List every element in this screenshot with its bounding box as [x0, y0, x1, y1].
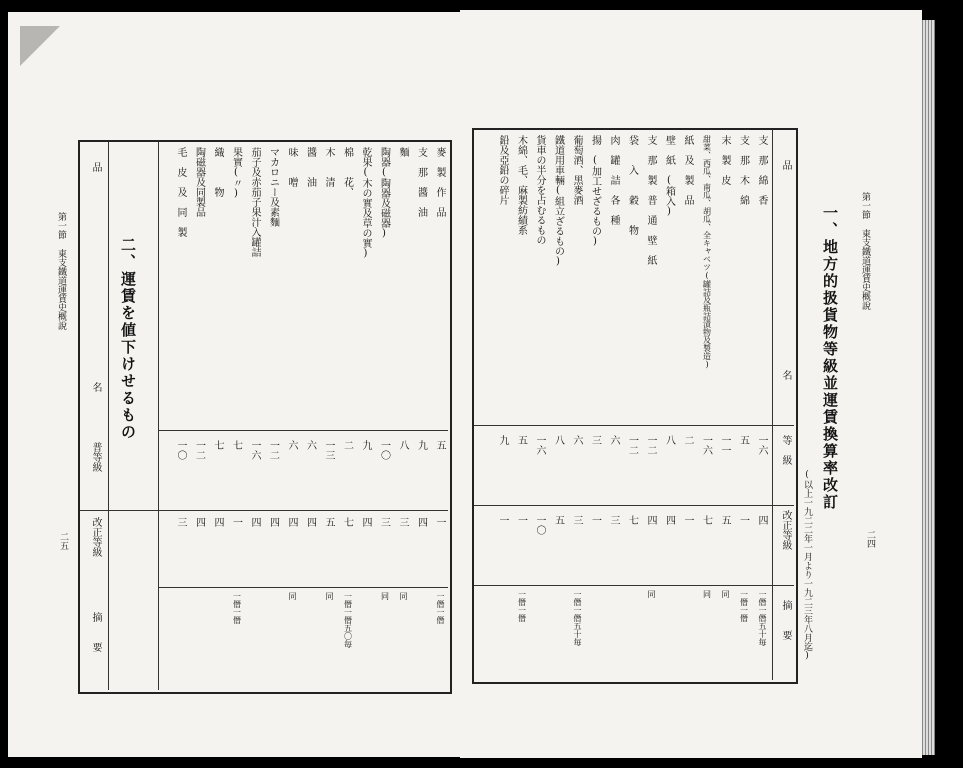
header-revised: 改正等級 — [780, 510, 791, 550]
row-revised: 一 — [230, 517, 242, 527]
row-grade: 六 — [304, 440, 316, 450]
running-head: 第一節 東支鐵道運賃史概說 — [860, 192, 870, 310]
header-name: 名 — [780, 370, 791, 380]
row-name: 醬 油 — [304, 147, 316, 187]
row-revised: 七 — [341, 517, 353, 527]
row-grade: 八 — [663, 435, 675, 445]
row-name: マカロニー及素麵 — [267, 147, 279, 227]
row-grade: 一六 — [249, 440, 260, 460]
row-name: 末 製 皮 — [719, 135, 730, 185]
row-grade: 六 — [286, 440, 297, 450]
row-grade: 一三 — [323, 440, 334, 460]
left-page — [8, 12, 463, 757]
row-grade: 一二 — [267, 440, 279, 460]
row-grade: 五 — [737, 435, 749, 445]
row-grade: 九 — [415, 440, 427, 450]
row-grade: 二 — [682, 435, 693, 445]
row-name: 支 那 醬 油 — [415, 147, 427, 217]
row-revised: 一 — [497, 515, 508, 525]
row-name: 支 那 綿 香 — [756, 135, 767, 205]
running-head: 第一節 東支鐵道運賃史概說 — [56, 212, 66, 330]
row-grade: 一一 — [719, 435, 730, 455]
row-revised: 四 — [304, 517, 316, 527]
row-grade: 六 — [571, 435, 582, 445]
row-revised: 七 — [626, 515, 638, 525]
row-grade: 八 — [552, 435, 564, 445]
row-name: 鉛及亞鉛の碎片 — [497, 135, 508, 205]
header-revised: 改正等級 — [90, 517, 101, 557]
row-grade: 一〇 — [175, 440, 186, 460]
row-remark: 同 — [325, 592, 334, 600]
row-revised: 五 — [552, 515, 564, 525]
row-revised: 七 — [700, 515, 712, 525]
row-name: 木 清 — [323, 147, 334, 187]
row-revised: 四 — [645, 515, 656, 525]
period-note: (以上一九二二年一月より一九二三年八月迄) — [802, 470, 812, 661]
row-remark: 同 — [399, 592, 408, 600]
row-grade: 二 — [341, 440, 353, 450]
row-name: 支 那 製 普 通 壁 紙 — [645, 135, 656, 265]
page-number: 二四 — [865, 530, 875, 548]
row-name: 果實(〃) — [230, 147, 242, 199]
row-grade: 一二 — [193, 440, 205, 460]
row-revised: 四 — [286, 517, 297, 527]
row-remark: 同 — [647, 590, 656, 598]
row-name: 揚 (加工せざるもの) — [589, 135, 601, 247]
row-grade: 一〇 — [378, 440, 390, 460]
page-number: 二五 — [58, 532, 68, 550]
row-grade: 一六 — [700, 435, 712, 455]
row-revised: 四 — [267, 517, 279, 527]
row-name: 織 物 — [212, 147, 223, 197]
row-revised: 三 — [571, 515, 582, 525]
row-revised: 一 — [737, 515, 749, 525]
section-title: 一、地方的扱貨物等級並運賃換算率改訂 — [821, 205, 839, 511]
row-grade: 一六 — [756, 435, 767, 455]
row-remark: 一僭一僭 — [436, 592, 445, 624]
row-remark: 一僭一僭五十毎 — [758, 590, 767, 646]
row-grade: 六 — [608, 435, 619, 445]
row-revised: 三 — [378, 517, 390, 527]
row-remark: 同 — [288, 592, 297, 600]
row-revised: 一 — [515, 515, 527, 525]
row-grade: 七 — [212, 440, 223, 450]
row-grade: 九 — [360, 440, 371, 450]
row-name: 乾果(木の實及草の實) — [360, 147, 371, 259]
right-page — [460, 10, 922, 758]
header-remarks: 摘 要 — [780, 600, 791, 640]
row-revised: 一〇 — [534, 515, 545, 535]
header-name: 名 — [90, 382, 101, 392]
row-grade: 七 — [230, 440, 242, 450]
row-name: 葡萄酒、黑麥酒 — [571, 135, 582, 205]
row-revised: 四 — [415, 517, 427, 527]
row-revised: 三 — [397, 517, 408, 527]
row-remark: 同 — [721, 590, 730, 598]
row-revised: 五 — [719, 515, 730, 525]
row-revised: 四 — [193, 517, 205, 527]
row-name: 鐵道用車輛(組立ざるもの) — [552, 135, 564, 267]
row-revised: 五 — [323, 517, 334, 527]
row-name: 木綿、毛、麻製紡績系 — [515, 135, 527, 235]
row-grade: 八 — [397, 440, 408, 450]
row-grade: 一六 — [534, 435, 545, 455]
row-grade: 三 — [589, 435, 601, 445]
row-name: 紙 及 製 品 — [682, 135, 693, 205]
row-revised: 四 — [212, 517, 223, 527]
row-name: 肉 罐 詰 各 種 — [608, 135, 619, 225]
row-remark: 同 — [380, 592, 390, 600]
section-title: 二、運賃を値下けせるもの — [119, 237, 137, 441]
row-name: 毛 皮 及 同 製 — [175, 147, 186, 237]
row-grade: 一二 — [626, 435, 638, 455]
row-grade: 五 — [434, 440, 445, 450]
row-remark: 一僭一僭 — [739, 590, 749, 622]
row-grade: 九 — [497, 435, 508, 445]
row-revised: 四 — [756, 515, 767, 525]
row-name: 陶器(陶器及磁器) — [378, 147, 390, 239]
row-revised: 四 — [663, 515, 675, 525]
row-name: 麵 — [397, 147, 408, 157]
row-name: 甜菜、西瓜、南瓜、胡瓜、全キャベツ(罐詰及瓶詰漬物及製造) — [702, 135, 712, 369]
row-revised: 四 — [249, 517, 260, 527]
row-remark: 一僭一僭 — [517, 590, 527, 622]
header-item: 品 — [780, 160, 791, 170]
row-remark: 一僭一僭 — [232, 592, 242, 624]
row-remark: 同 — [702, 590, 712, 598]
header-grade: 等 級 — [780, 435, 791, 465]
row-name: 棉 花、 — [341, 147, 353, 197]
header-item: 品 — [90, 162, 101, 172]
row-revised: 一 — [434, 517, 445, 527]
row-name: 袋 入 穀 物 — [626, 135, 638, 235]
header-grade: 普等級 — [90, 442, 101, 472]
row-name: 支 那 木 綿 — [737, 135, 749, 205]
row-revised: 三 — [175, 517, 186, 527]
row-name: 味 噌 — [286, 147, 297, 187]
row-name: 壁 紙 (箱入) — [663, 135, 675, 217]
row-remark: 一僭一僭五〇毎 — [343, 592, 353, 648]
row-name: 陶磁器及同製品 — [193, 147, 205, 217]
row-revised: 一 — [682, 515, 693, 525]
row-grade: 一二 — [645, 435, 656, 455]
header-remarks: 摘 要 — [90, 612, 101, 652]
row-revised: 一 — [589, 515, 601, 525]
row-name: 茄子及赤茄子果汁入罐詰 — [249, 147, 260, 257]
row-name: 貨車の半分を占むるもの — [534, 135, 545, 245]
row-name: 麥 製 作 品 — [434, 147, 445, 217]
row-revised: 四 — [360, 517, 371, 527]
row-remark: 一僭一僭五十毎 — [573, 590, 582, 646]
row-grade: 五 — [515, 435, 527, 445]
row-revised: 三 — [608, 515, 619, 525]
